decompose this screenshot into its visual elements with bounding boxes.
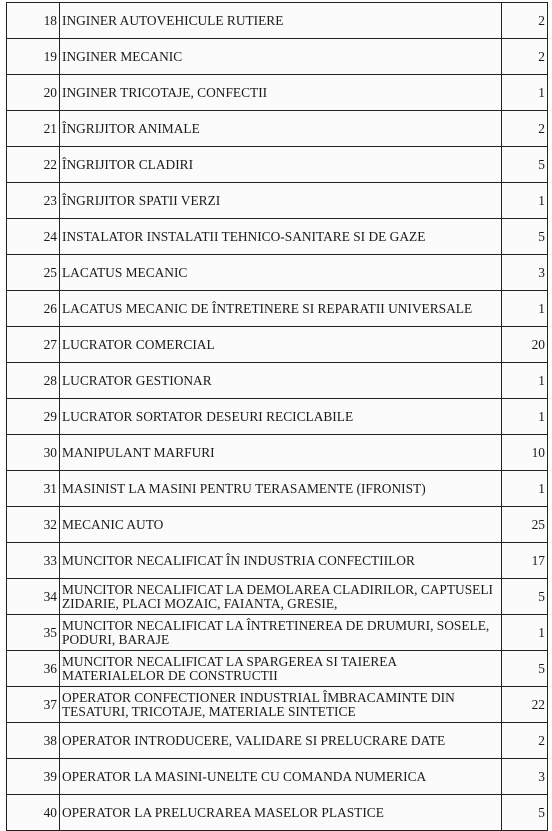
table-body <box>7 3 548 831</box>
occupation-name: ÎNGRIJITOR CLADIRI <box>60 147 502 183</box>
table-row <box>7 435 548 471</box>
vacancy-count: 25 <box>502 507 548 543</box>
occupation-name: MUNCITOR NECALIFICAT LA ÎNTRETINEREA DE DRUMURI, SOSELE, PODURI, BARAJE <box>60 615 502 651</box>
vacancy-count: 5 <box>502 795 548 831</box>
row-number: 25 <box>7 255 60 291</box>
occupation-name: MUNCITOR NECALIFICAT ÎN INDUSTRIA CONFECTIILOR <box>60 543 502 579</box>
row-number: 37 <box>7 687 60 723</box>
table-row <box>7 543 548 579</box>
vacancy-count: 1 <box>502 363 548 399</box>
vacancy-count: 1 <box>502 183 548 219</box>
occupation-name: LUCRATOR COMERCIAL <box>60 327 502 363</box>
document-page <box>4 0 546 830</box>
table-row <box>7 579 548 615</box>
row-number: 27 <box>7 327 60 363</box>
table-row <box>7 471 548 507</box>
table-row <box>7 3 548 39</box>
row-number: 31 <box>7 471 60 507</box>
row-number: 30 <box>7 435 60 471</box>
row-number: 36 <box>7 651 60 687</box>
occupation-name: MUNCITOR NECALIFICAT LA DEMOLAREA CLADIRILOR, CAPTUSELI ZIDARIE, PLACI MOZAIC, FAIANTA, GRESIE, <box>60 579 502 615</box>
vacancy-count: 2 <box>502 3 548 39</box>
row-number: 21 <box>7 111 60 147</box>
occupation-name: LUCRATOR SORTATOR DESEURI RECICLABILE <box>60 399 502 435</box>
table-row <box>7 363 548 399</box>
vacancy-count: 22 <box>502 687 548 723</box>
occupation-name: MASINIST LA MASINI PENTRU TERASAMENTE (IFRONIST) <box>60 471 502 507</box>
table-row <box>7 183 548 219</box>
occupation-name: OPERATOR CONFECTIONER INDUSTRIAL ÎMBRACAMINTE DIN TESATURI, TRICOTAJE, MATERIALE SINTETICE <box>60 687 502 723</box>
table-row <box>7 615 548 651</box>
vacancy-count: 3 <box>502 759 548 795</box>
row-number: 40 <box>7 795 60 831</box>
occupation-name: INGINER AUTOVEHICULE RUTIERE <box>60 3 502 39</box>
vacancy-count: 2 <box>502 39 548 75</box>
vacancy-count: 1 <box>502 471 548 507</box>
table-row <box>7 219 548 255</box>
row-number: 39 <box>7 759 60 795</box>
row-number: 18 <box>7 3 60 39</box>
row-number: 24 <box>7 219 60 255</box>
occupation-name: MECANIC AUTO <box>60 507 502 543</box>
table-row <box>7 291 548 327</box>
table-row <box>7 687 548 723</box>
row-number: 33 <box>7 543 60 579</box>
occupation-name: LUCRATOR GESTIONAR <box>60 363 502 399</box>
occupation-name: INGINER TRICOTAJE, CONFECTII <box>60 75 502 111</box>
occupation-name: ÎNGRIJITOR SPATII VERZI <box>60 183 502 219</box>
vacancy-count: 1 <box>502 399 548 435</box>
table-row <box>7 255 548 291</box>
occupation-name: LACATUS MECANIC <box>60 255 502 291</box>
row-number: 20 <box>7 75 60 111</box>
occupation-name: OPERATOR LA MASINI-UNELTE CU COMANDA NUMERICA <box>60 759 502 795</box>
job-vacancies-table <box>6 2 548 831</box>
row-number: 32 <box>7 507 60 543</box>
vacancy-count: 5 <box>502 651 548 687</box>
row-number: 26 <box>7 291 60 327</box>
vacancy-count: 1 <box>502 291 548 327</box>
vacancy-count: 5 <box>502 219 548 255</box>
occupation-name: MUNCITOR NECALIFICAT LA SPARGEREA SI TAIEREA MATERIALELOR DE CONSTRUCTII <box>60 651 502 687</box>
vacancy-count: 17 <box>502 543 548 579</box>
vacancy-count: 20 <box>502 327 548 363</box>
vacancy-count: 1 <box>502 615 548 651</box>
occupation-name: INGINER MECANIC <box>60 39 502 75</box>
occupation-name: INSTALATOR INSTALATII TEHNICO-SANITARE SI DE GAZE <box>60 219 502 255</box>
table-row <box>7 75 548 111</box>
row-number: 28 <box>7 363 60 399</box>
table-row <box>7 507 548 543</box>
vacancy-count: 3 <box>502 255 548 291</box>
table-row <box>7 399 548 435</box>
row-number: 29 <box>7 399 60 435</box>
table-row <box>7 147 548 183</box>
vacancy-count: 5 <box>502 579 548 615</box>
occupation-name: ÎNGRIJITOR ANIMALE <box>60 111 502 147</box>
vacancy-count: 1 <box>502 75 548 111</box>
row-number: 35 <box>7 615 60 651</box>
vacancy-count: 2 <box>502 111 548 147</box>
occupation-name: OPERATOR LA PRELUCRAREA MASELOR PLASTICE <box>60 795 502 831</box>
occupation-name: OPERATOR INTRODUCERE, VALIDARE SI PRELUCRARE DATE <box>60 723 502 759</box>
row-number: 23 <box>7 183 60 219</box>
table-row <box>7 39 548 75</box>
table-row <box>7 795 548 831</box>
occupation-name: MANIPULANT MARFURI <box>60 435 502 471</box>
table-row <box>7 723 548 759</box>
row-number: 38 <box>7 723 60 759</box>
table-row <box>7 327 548 363</box>
table-row <box>7 111 548 147</box>
vacancy-count: 2 <box>502 723 548 759</box>
row-number: 19 <box>7 39 60 75</box>
table-row <box>7 651 548 687</box>
vacancy-count: 5 <box>502 147 548 183</box>
table-row <box>7 759 548 795</box>
row-number: 34 <box>7 579 60 615</box>
row-number: 22 <box>7 147 60 183</box>
occupation-name: LACATUS MECANIC DE ÎNTRETINERE SI REPARATII UNIVERSALE <box>60 291 502 327</box>
vacancy-count: 10 <box>502 435 548 471</box>
